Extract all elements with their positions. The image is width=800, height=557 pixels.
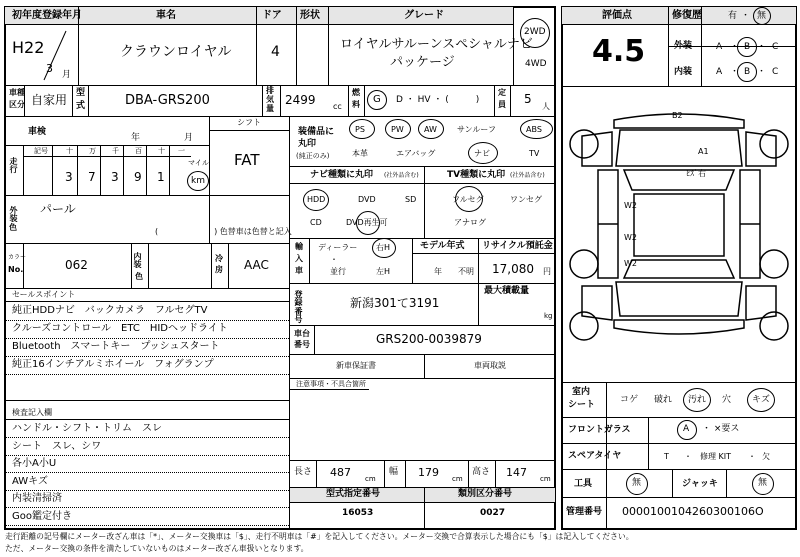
displacement-label-2: 気 xyxy=(266,95,274,104)
equipment-item: TV xyxy=(529,149,540,158)
interior-rating-label: 内装 xyxy=(674,67,693,77)
mileage-header-cell: 十 xyxy=(66,147,73,155)
fuel-label-1: 燃 xyxy=(352,88,360,97)
usage-value: 自家用 xyxy=(31,93,68,107)
tool-label: 工具 xyxy=(574,479,593,489)
grade-dot: ・ xyxy=(730,42,740,52)
grade-line1: ロイヤルサルーンスペシャルナビ xyxy=(340,37,533,52)
car-diagram xyxy=(562,106,796,376)
diagram-label-a1: A1 xyxy=(698,147,709,156)
tool-value: 無 xyxy=(632,478,642,488)
interior-sheet-item-circle xyxy=(683,388,711,412)
height-unit: cm xyxy=(540,475,551,483)
displacement: 2499 xyxy=(285,93,316,107)
import-parallel: 並行 xyxy=(330,267,346,276)
mileage-header-cell: 千 xyxy=(112,147,119,155)
length-unit: cm xyxy=(365,475,376,483)
equipment-item: エアバッグ xyxy=(396,149,436,158)
grade-letter: A xyxy=(716,42,723,52)
drive-4wd: 4WD xyxy=(525,59,547,69)
spare-kit: 修理 KIT xyxy=(700,452,732,461)
spare-t: T xyxy=(664,452,669,461)
shaken-year-unit: 年 xyxy=(131,133,141,143)
sales-point-line: クルーズコントロール ETC HIDヘッドライト xyxy=(12,323,228,334)
navi-dvd: DVD xyxy=(358,195,376,204)
length-label: 長さ xyxy=(294,467,313,477)
grade-letter: B xyxy=(744,67,751,77)
shift-label: シフト xyxy=(237,118,261,127)
import-label-1: 輸 xyxy=(295,242,303,251)
grade-letter: B xyxy=(744,42,751,52)
import-right-h: 右H xyxy=(376,243,391,252)
class-no-label: 類別区分番号 xyxy=(458,489,513,499)
capacity-label-1: 定 xyxy=(498,88,506,97)
footer-line2: ただ、メーター交換の条件を満たしていないものはメーター改ざん車扱いとなります。 xyxy=(5,544,309,553)
interior-color-label-2: 色 xyxy=(135,272,143,281)
management-label: 管理番号 xyxy=(566,507,603,517)
displacement-label-1: 排 xyxy=(266,86,274,95)
grade-label: グレード xyxy=(404,10,444,21)
grade-line2: パッケージ xyxy=(390,55,455,70)
tv-title-note: (社外品含む) xyxy=(510,172,545,179)
capacity: 5 xyxy=(524,92,532,106)
first-reg-month-unit: 月 xyxy=(62,70,72,80)
interior-sheet-label-1: 室内 xyxy=(572,387,591,397)
height-label: 高さ xyxy=(472,467,491,477)
diagram-label-w2c: W2 xyxy=(624,259,637,268)
mileage-digit: 9 xyxy=(134,170,142,184)
equipment-item-circle xyxy=(520,119,553,139)
shaken-label: 車検 xyxy=(28,127,47,137)
navi-cd: CD xyxy=(310,218,322,227)
door-count: 4 xyxy=(271,44,280,60)
fuel-g: G xyxy=(373,94,381,105)
grade-letter-circle xyxy=(737,37,757,57)
repair-dot: ・ xyxy=(741,11,751,21)
chassis-number: GRS200-0039879 xyxy=(376,332,482,346)
km-label: km xyxy=(191,176,205,186)
color-no-label-1: カラー xyxy=(8,254,27,261)
diagram-label-b2: B2 xyxy=(672,111,683,120)
model-year-label: モデル年式 xyxy=(420,241,465,251)
inspector-label: 検査記入欄 xyxy=(12,408,52,417)
mile-label: マイル xyxy=(188,159,209,167)
inspector-line: シート スレ、シワ xyxy=(12,440,102,452)
management-number: 0000100104260300106O xyxy=(622,505,764,518)
max-load-unit: kg xyxy=(544,312,553,320)
length-value: 487 xyxy=(330,466,351,479)
type-no: 16053 xyxy=(342,508,374,518)
reg-label-1: 登録 xyxy=(294,290,303,306)
equipment-item: サンルーフ xyxy=(457,125,496,134)
inspector-line: Goo鑑定付き xyxy=(12,510,72,522)
import-dealer: ディーラー xyxy=(318,243,358,252)
sales-point-line: 純正16インチアルミホイール フォグランプ xyxy=(12,359,214,370)
first-reg-era: H22 xyxy=(12,38,45,57)
year-label: 初年度登録年月 xyxy=(12,10,82,21)
repair-yes: 有 xyxy=(728,11,738,21)
equipment-item: PS xyxy=(355,125,365,134)
reg-label-2: 番号 xyxy=(294,307,303,323)
recycle-value: 17,080 xyxy=(492,262,534,276)
door-label: ドア xyxy=(262,10,282,21)
shift-value: FAT xyxy=(234,151,260,169)
windshield-a: A xyxy=(683,424,690,434)
chassis-label-1: 車台 xyxy=(294,329,310,338)
height-value: 147 xyxy=(506,466,527,479)
model-code: DBA-GRS200 xyxy=(125,93,210,108)
navi-title-note: (社外品含む) xyxy=(384,172,419,179)
inspector-line: 各小A小U xyxy=(12,458,57,469)
equipment-item-circle xyxy=(349,119,375,139)
navi-sd: SD xyxy=(405,195,417,204)
shaken-month-unit: 月 xyxy=(184,133,194,143)
sales-point-line: 純正HDDナビ バックカメラ フルセグTV xyxy=(12,305,208,316)
interior-sheet-item-circle xyxy=(747,388,775,412)
displacement-label-3: 量 xyxy=(266,104,274,113)
diagram-label-w2a: W2 xyxy=(624,201,637,210)
spare-missing: 欠 xyxy=(762,452,770,461)
mileage-header-cell: 十 xyxy=(158,147,165,155)
spare-label: スペアタイヤ xyxy=(568,451,622,461)
new-car-warranty: 新車保証書 xyxy=(336,361,376,370)
tv-fullseg: フルセグ xyxy=(452,195,484,204)
footer-line1: 走行距離の記号欄にメーター改ざん車は「*」、メーター交換車は「$」、走行不明車は「#」を記入してください。メーター交換で合算表示した場合にも「$」は記入してください。 xyxy=(5,532,634,541)
notes-label: 注意事項・不具合箇所 xyxy=(296,380,366,388)
equipment-item: AW xyxy=(424,125,437,134)
equipment-label-3: (純正のみ) xyxy=(296,152,330,160)
score-value: 4.5 xyxy=(592,34,646,69)
diagram-label-hizu: ﾋｽﾞ右 xyxy=(686,169,706,178)
ac-label-1: 冷 xyxy=(215,254,223,263)
sales-point-label: セールスポイント xyxy=(12,290,76,299)
mileage-header-cell: 万 xyxy=(89,147,96,155)
navi-title: ナビ種類に丸印 xyxy=(310,170,374,180)
fuel-label-2: 料 xyxy=(352,100,360,109)
mileage-header-cell: 百 xyxy=(135,147,142,155)
tv-analog: アナログ xyxy=(454,218,486,227)
interior-sheet-item: 汚れ xyxy=(688,395,707,405)
mileage-label: 走行 xyxy=(9,157,18,173)
grade-letter: A xyxy=(716,67,723,77)
windshield-label: フロントガラス xyxy=(568,425,631,435)
exterior-label-1: 外装 xyxy=(9,206,18,222)
width-value: 179 xyxy=(418,466,439,479)
exterior-note: ( ) 色替車は色替と記入 xyxy=(155,227,292,236)
ac-label-2: 房 xyxy=(215,265,223,274)
usage-label-1: 車種 xyxy=(9,88,25,97)
first-reg-month: 3 xyxy=(46,62,53,75)
interior-sheet-item: 穴 xyxy=(722,395,732,405)
exterior-rating-label: 外装 xyxy=(674,41,693,51)
owner-manual: 車両取説 xyxy=(474,361,506,370)
jack-value: 無 xyxy=(758,478,768,488)
interior-color-label-1: 内装 xyxy=(133,252,142,268)
ac-value: AAC xyxy=(244,258,269,272)
inspector-line: ハンドル・シフト・トリム スレ xyxy=(12,423,162,434)
mileage-header-cell: 一 xyxy=(178,147,185,155)
equipment-label-1: 装備品に xyxy=(298,127,335,137)
car-name-label: 車名 xyxy=(156,10,176,21)
equipment-item-circle xyxy=(385,119,411,139)
equipment-item: ナビ xyxy=(474,149,490,158)
grade-dot: ・ xyxy=(757,42,767,52)
shape-label: 形状 xyxy=(300,10,320,21)
mileage-digit: 1 xyxy=(157,170,165,184)
color-no-label-2: No. xyxy=(8,265,24,274)
jack-label: ジャッキ xyxy=(682,479,718,489)
exterior-color: パール xyxy=(40,202,76,216)
mileage-header-cell: 記号 xyxy=(34,147,48,155)
grade-letter-circle xyxy=(737,62,757,82)
exterior-label-2: 色 xyxy=(9,223,17,232)
spare-dot2: ・ xyxy=(748,452,756,461)
displacement-unit: cc xyxy=(333,102,342,111)
fuel-options: D ・ HV ・ ( ) xyxy=(396,95,480,105)
type-no-label: 型式指定番号 xyxy=(326,489,381,499)
spare-dot1: ・ xyxy=(684,452,692,461)
repair-no: 無 xyxy=(757,11,767,21)
diagram-label-w2b: W2 xyxy=(624,233,637,242)
class-no: 0027 xyxy=(480,508,506,518)
plate-number: 新潟301て3191 xyxy=(350,296,440,310)
width-label: 幅 xyxy=(389,467,399,477)
model-year-unit: 年 xyxy=(434,267,442,276)
interior-sheet-label-2: シート xyxy=(568,400,596,410)
grade-dot: ・ xyxy=(730,67,740,77)
mileage-digit: 3 xyxy=(65,170,73,184)
score-label: 評価点 xyxy=(602,10,632,21)
model-label-2: 式 xyxy=(76,101,86,111)
max-load-label: 最大積載量 xyxy=(484,286,530,296)
windshield-rest: ・ ×要ス xyxy=(702,424,740,434)
mileage-digit: 7 xyxy=(88,170,96,184)
capacity-unit: 人 xyxy=(542,102,550,111)
import-label-2: 入 xyxy=(295,254,303,263)
recycle-label: リサイクル預託金 xyxy=(482,241,553,251)
inspector-line: 内装清掃済 xyxy=(12,493,62,504)
sales-point-line: Bluetooth スマートキー プッシュスタート xyxy=(12,341,220,352)
grade-letter: C xyxy=(772,42,779,52)
capacity-label-2: 員 xyxy=(498,100,506,109)
width-unit: cm xyxy=(452,475,463,483)
tv-oneseg: ワンセグ xyxy=(510,195,542,204)
equipment-item: ABS xyxy=(526,125,542,134)
grade-dot: ・ xyxy=(757,67,767,77)
model-year-unknown: 不明 xyxy=(458,267,474,276)
car-name: クラウンロイヤル xyxy=(120,44,232,60)
equipment-label-2: 丸印 xyxy=(298,139,317,149)
mileage-digit: 3 xyxy=(111,170,119,184)
chassis-label-2: 番号 xyxy=(294,340,310,349)
import-left-h: 左H xyxy=(376,267,391,276)
equipment-item-circle xyxy=(418,119,444,139)
model-label-1: 型 xyxy=(76,88,86,98)
import-label-3: 車 xyxy=(295,266,303,275)
interior-sheet-item: キズ xyxy=(752,395,770,405)
equipment-item: 本革 xyxy=(352,149,368,158)
tv-title: TV種類に丸印 xyxy=(447,170,506,180)
equipment-item-circle xyxy=(468,142,498,164)
interior-sheet-item: 破れ xyxy=(654,395,673,405)
drive-2wd: 2WD xyxy=(524,27,546,37)
repair-label: 修復歴 xyxy=(672,10,702,21)
grade-letter: C xyxy=(772,67,779,77)
inspector-line: AWキズ xyxy=(12,475,48,487)
import-dot: ・ xyxy=(330,255,338,264)
recycle-unit: 円 xyxy=(543,267,551,276)
navi-hdd: HDD xyxy=(307,195,326,204)
interior-sheet-item: コゲ xyxy=(620,395,639,405)
navi-dvd-play: DVD再生可 xyxy=(346,218,388,227)
usage-label-2: 区分 xyxy=(9,100,25,109)
equipment-item: PW xyxy=(391,125,404,134)
color-no: 062 xyxy=(65,258,88,272)
